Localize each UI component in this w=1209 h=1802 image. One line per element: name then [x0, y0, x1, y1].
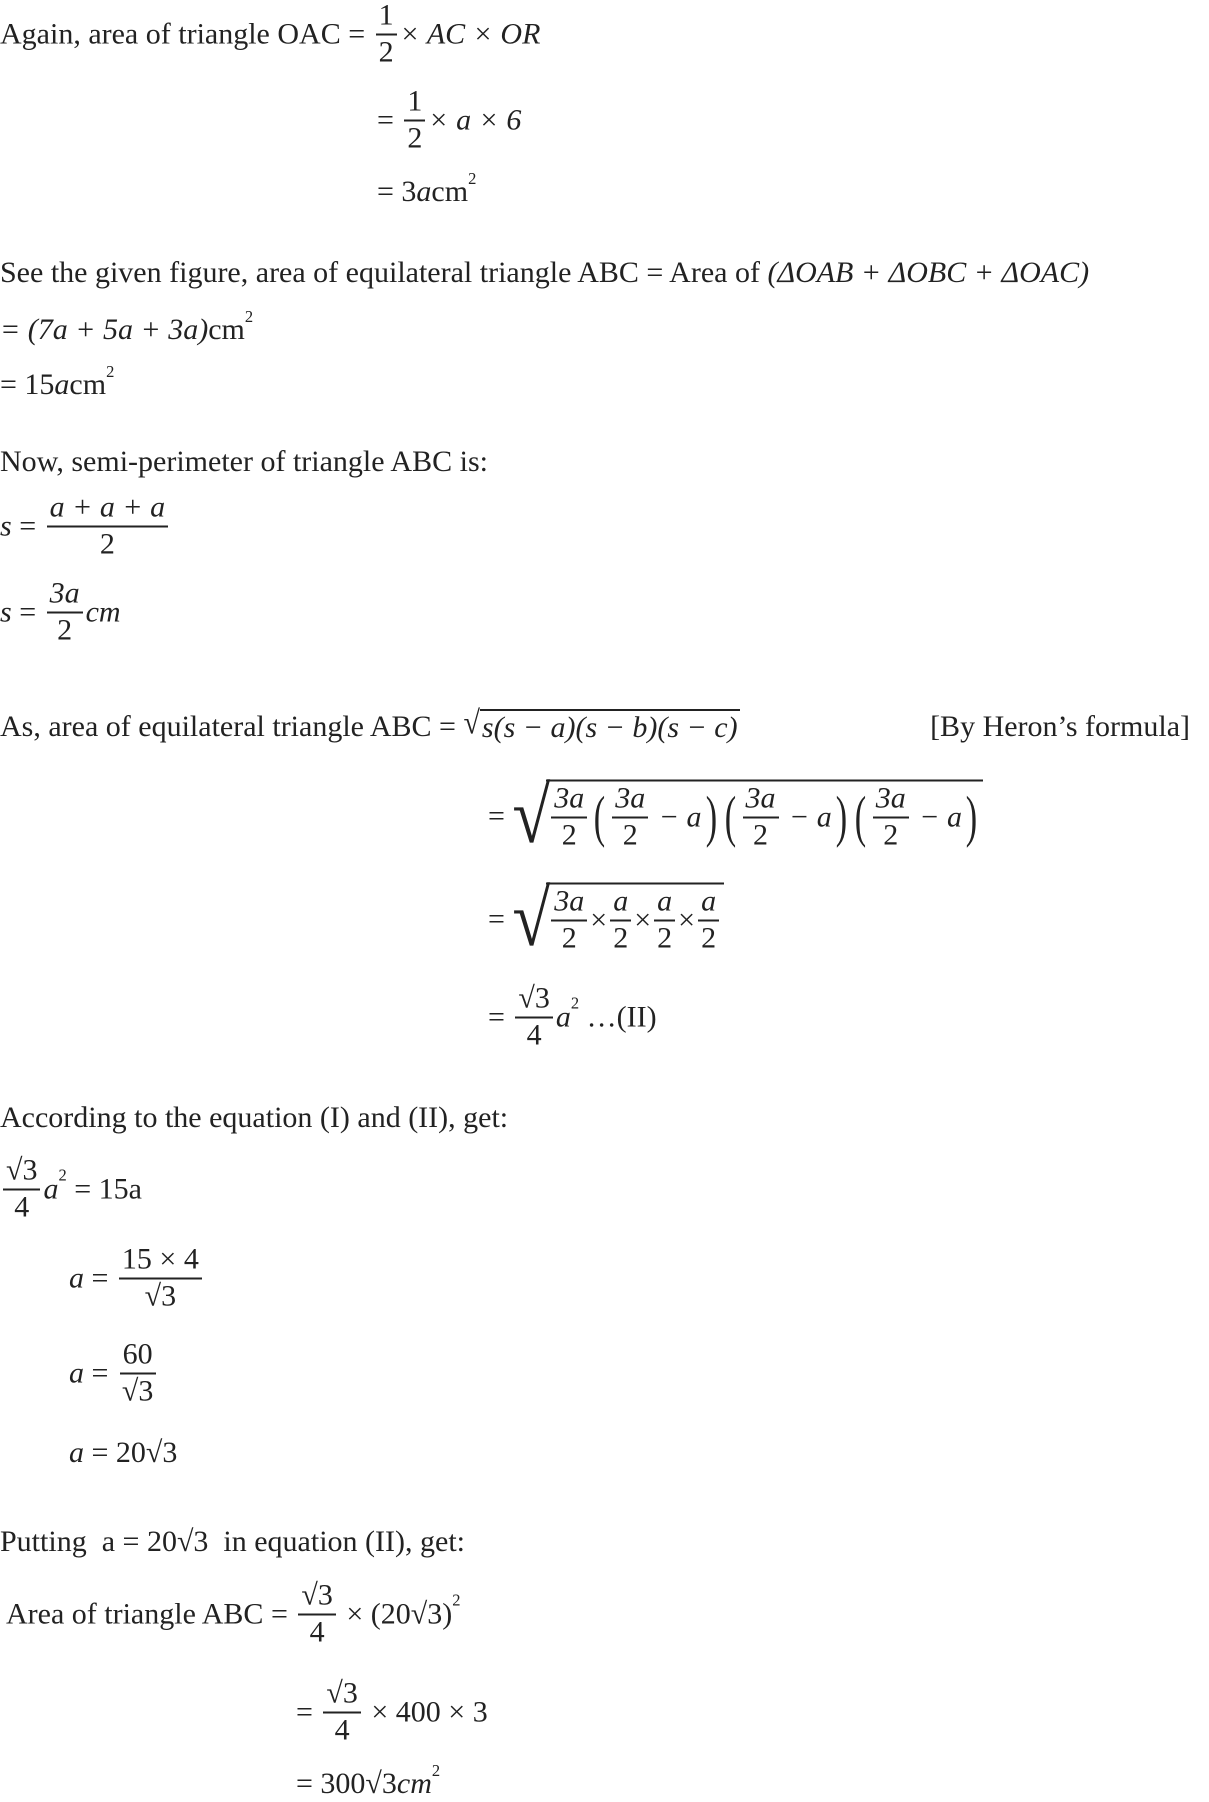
- line-a-2: [69, 1338, 159, 1409]
- numerator: 1: [376, 0, 397, 35]
- line-putting: [0, 1525, 465, 1559]
- var: a: [69, 1261, 84, 1294]
- denominator: 2: [753, 818, 768, 851]
- denominator: 4: [14, 1190, 30, 1223]
- line-according: [0, 1101, 508, 1135]
- expr: = 15a: [66, 1172, 142, 1205]
- paren: ): [965, 785, 978, 849]
- sqrt: [463, 705, 739, 745]
- numerator: a: [654, 885, 675, 922]
- numerator: √3: [515, 982, 552, 1019]
- line-heron-2: [488, 771, 983, 860]
- denominator: 2: [613, 921, 629, 954]
- line-area-oac: [0, 0, 540, 70]
- note: [By Heron’s formula]: [930, 710, 1190, 743]
- exponent: 2: [244, 306, 254, 326]
- radical-sign: √: [463, 705, 480, 742]
- fraction: [298, 1579, 335, 1650]
- expr: (ΔOAB + ΔOBC + ΔOAC): [767, 256, 1090, 289]
- line-a-3: [69, 1436, 177, 1470]
- unit: cm: [69, 368, 107, 401]
- numerator: √3: [298, 1579, 335, 1616]
- equals: =: [296, 1695, 321, 1728]
- line-area-oac-2: [377, 85, 521, 156]
- fraction: [873, 782, 909, 853]
- times: ×: [338, 1597, 371, 1630]
- expr: × a × 6: [428, 103, 522, 136]
- denominator: 4: [334, 1713, 350, 1746]
- paren: (: [854, 785, 866, 849]
- unit: cm: [85, 595, 121, 628]
- numerator: 3a: [551, 782, 587, 819]
- denominator: 2: [561, 921, 577, 954]
- paren: ): [835, 785, 847, 849]
- fraction: [47, 577, 83, 648]
- fraction: [612, 782, 648, 853]
- paren: ): [705, 785, 717, 849]
- fraction: [698, 885, 719, 956]
- denominator: 4: [309, 1615, 325, 1648]
- radicand: [546, 780, 983, 853]
- numerator: a: [698, 885, 719, 922]
- text: Area of triangle ABC: [6, 1597, 264, 1630]
- expr: = 15: [0, 368, 55, 401]
- equals: =: [11, 595, 44, 628]
- denominator: 2: [407, 121, 423, 154]
- radical-sign: √: [512, 874, 551, 963]
- equals: =: [84, 1261, 116, 1294]
- fraction: [323, 1677, 360, 1748]
- var: s: [0, 509, 12, 542]
- line-heron-3: [488, 874, 724, 963]
- expr: = 3: [377, 175, 417, 208]
- text: in equation (II), get:: [208, 1525, 465, 1558]
- sqrt: [512, 874, 724, 963]
- numerator: √3: [3, 1154, 40, 1191]
- times: ×: [590, 903, 608, 936]
- numerator: a + a + a: [47, 491, 169, 528]
- numerator: 3a: [551, 885, 587, 922]
- exponent: 2: [58, 1165, 67, 1185]
- fraction: [551, 885, 587, 956]
- denominator: 2: [622, 818, 638, 851]
- sqrt: [512, 771, 983, 860]
- expr: a = 20√3: [101, 1525, 209, 1558]
- line-area-abc-2: [296, 1677, 488, 1748]
- line-sum: [0, 306, 254, 347]
- fraction: [551, 782, 587, 853]
- numerator: √3: [323, 1677, 360, 1714]
- line-heron: [0, 705, 1190, 745]
- numerator: 3a: [612, 782, 648, 819]
- exponent: 2: [570, 993, 580, 1013]
- expr: = 300√3: [296, 1767, 397, 1800]
- line-s-2: [0, 577, 121, 648]
- fraction: [515, 982, 552, 1053]
- line-semi-perimeter: [0, 445, 488, 479]
- text: Again, area of triangle OAC: [0, 17, 341, 50]
- equals: =: [11, 509, 44, 542]
- equation-tag: …(II): [579, 1000, 657, 1033]
- line-area-oac-3: [377, 168, 477, 209]
- exponent: 2: [468, 168, 477, 188]
- equals: =: [84, 1356, 116, 1389]
- denominator: √3: [144, 1279, 177, 1312]
- text: Now, semi-perimeter of triangle ABC is:: [0, 445, 488, 478]
- equals: =: [263, 1597, 296, 1630]
- numerator: 15 × 4: [119, 1243, 202, 1280]
- equals: =: [377, 103, 402, 136]
- var: a: [54, 368, 70, 401]
- exponent: 2: [431, 1760, 441, 1780]
- equals: =: [340, 17, 373, 50]
- exponent: 2: [452, 1590, 461, 1610]
- unit: cm: [396, 1767, 432, 1800]
- fraction: [47, 491, 169, 562]
- line-15a: [0, 361, 115, 402]
- var: a: [69, 1436, 84, 1469]
- denominator: 4: [526, 1018, 542, 1051]
- equals: =: [488, 1000, 513, 1033]
- unit: cm: [431, 175, 469, 208]
- unit: cm: [208, 313, 245, 346]
- text: According to the equation (I) and (II), get:: [0, 1101, 509, 1134]
- equals: =: [488, 799, 513, 832]
- var: a: [69, 1356, 84, 1389]
- line-heron-4: [488, 982, 657, 1053]
- fraction: [404, 85, 425, 156]
- expr: (20√3): [370, 1597, 453, 1630]
- text: Putting: [0, 1525, 102, 1558]
- denominator: 2: [701, 921, 717, 954]
- fraction: [654, 885, 675, 956]
- line-area-abc-3: [296, 1760, 441, 1801]
- line-area-abc: [6, 1579, 460, 1650]
- numerator: a: [610, 885, 631, 922]
- line-a-1: [69, 1243, 205, 1314]
- text: See the given figure, area of equilateral triangle ABC = Area of: [0, 256, 768, 289]
- fraction: [119, 1338, 156, 1409]
- paren: (: [594, 785, 606, 849]
- denominator: 2: [57, 613, 73, 646]
- equals: =: [488, 902, 513, 935]
- numerator: 3a: [873, 782, 909, 819]
- numerator: 3a: [47, 577, 83, 614]
- expr: × AC × OR: [399, 17, 541, 50]
- var: a: [555, 1000, 571, 1033]
- expr: − a: [911, 800, 962, 833]
- radicand: s(s − a)(s − b)(s − c): [481, 711, 738, 744]
- fraction: [3, 1154, 40, 1225]
- expr: = 20√3: [84, 1436, 178, 1469]
- expr: × 400 × 3: [363, 1695, 488, 1728]
- var: a: [416, 175, 432, 208]
- denominator: √3: [121, 1374, 154, 1407]
- line-see-figure: [0, 256, 1089, 290]
- numerator: 1: [404, 85, 425, 122]
- numerator: 60: [120, 1338, 156, 1375]
- radical-sign: √: [512, 771, 551, 860]
- numerator: 3a: [743, 782, 779, 819]
- denominator: 2: [99, 527, 115, 560]
- fraction: [119, 1243, 202, 1314]
- line-equate: [0, 1154, 142, 1225]
- denominator: 2: [561, 818, 577, 851]
- expr: − a: [651, 800, 702, 833]
- denominator: 2: [657, 921, 673, 954]
- line-s-1: [0, 491, 171, 562]
- var: a: [43, 1172, 59, 1205]
- fraction: [743, 782, 779, 853]
- denominator: 2: [378, 35, 394, 68]
- fraction: [610, 885, 631, 956]
- var: s: [0, 595, 12, 628]
- expr: − a: [781, 800, 832, 833]
- exponent: 2: [106, 361, 115, 381]
- fraction: [376, 0, 397, 70]
- paren: (: [724, 785, 736, 849]
- times: ×: [634, 903, 652, 936]
- times: ×: [678, 903, 696, 936]
- radicand: [546, 883, 724, 956]
- expr: = (7a + 5a + 3a): [0, 313, 209, 346]
- text: As, area of equilateral triangle ABC =: [0, 710, 464, 743]
- denominator: 2: [883, 818, 899, 851]
